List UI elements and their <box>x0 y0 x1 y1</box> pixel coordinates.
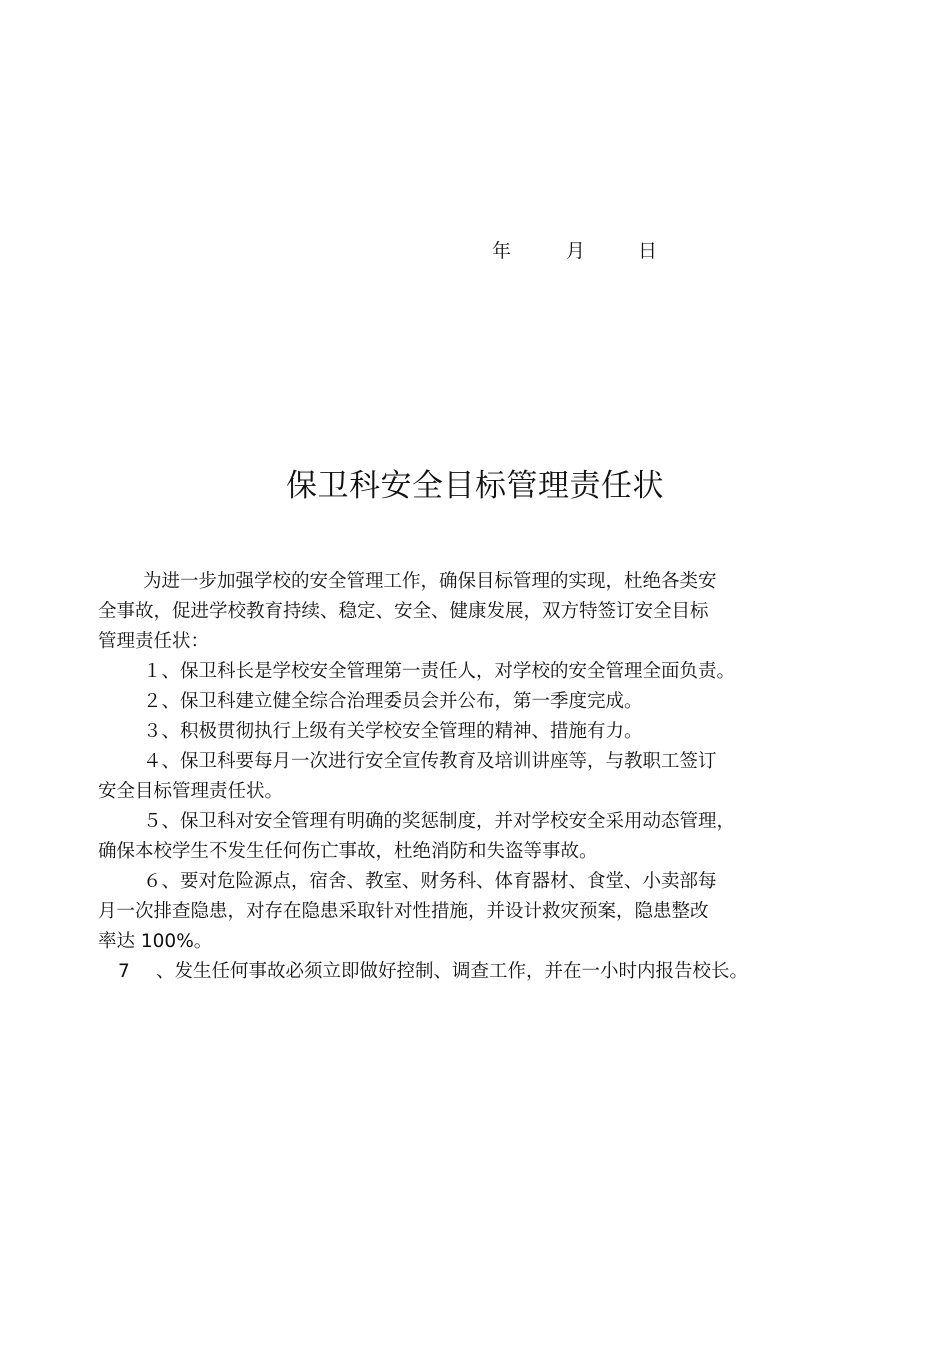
item-2-line-1: ２、保卫科建立健全综合治理委员会并公布，第一季度完成。 <box>143 691 643 712</box>
intro-line-1: 为进一步加强学校的安全管理工作，确保目标管理的实现，杜绝各类安 <box>143 571 717 592</box>
item-5-line-1: ５、保卫科对安全管理有明确的奖惩制度，并对学校安全采用动态管理， <box>143 811 736 832</box>
document-title: 保卫科安全目标管理责任状 <box>286 468 664 504</box>
item-6-line-1: ６、要对危险源点，宿舍、教室、财务科、体育器材、食堂、小卖部每 <box>143 871 717 892</box>
item-7-text: 、发生任何事故必须立即做好控制、调查工作，并在一小时内报告校长。 <box>156 961 749 982</box>
date-day-label: 日 <box>638 240 658 262</box>
item-7-number: 7 <box>118 961 130 982</box>
item-6-line-2: 月一次排查隐患，对存在隐患采取针对性措施，并设计救灾预案，隐患整改 <box>98 901 709 922</box>
item-1-line-1: １、保卫科长是学校安全管理第一责任人，对学校的安全管理全面负责。 <box>143 661 736 682</box>
intro-line-3: 管理责任状： <box>98 631 210 652</box>
item-5-line-2: 确保本校学生不发生任何伤亡事故，杜绝消防和失盗等事故。 <box>98 841 598 862</box>
intro-line-2: 全事故，促进学校教育持续、稳定、安全、健康发展，双方特签订安全目标 <box>98 601 709 622</box>
item-3-line-1: ３、积极贯彻执行上级有关学校安全管理的精神、措施有力。 <box>143 721 643 742</box>
document-body <box>98 567 888 987</box>
date-year-label: 年 <box>492 240 512 262</box>
item-7-line-1 <box>98 957 888 987</box>
item-4-line-1: ４、保卫科要每月一次进行安全宣传教育及培训讲座等，与教职工签订 <box>143 751 717 772</box>
item-4-line-2: 安全目标管理责任状。 <box>98 781 284 802</box>
item-6-line-3: 率达 100%。 <box>98 931 213 952</box>
date-month-label: 月 <box>566 240 586 262</box>
date-line <box>492 238 657 264</box>
